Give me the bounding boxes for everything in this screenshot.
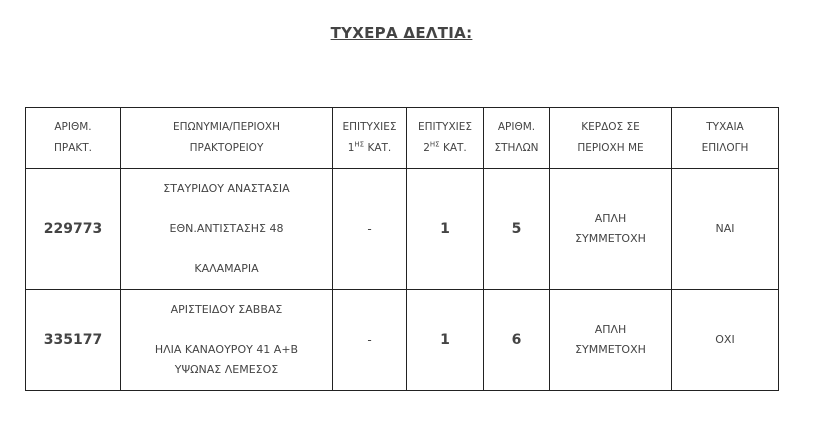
column-count: 5 [484,169,550,290]
page-title: ΤΥΧΕΡΑ ΔΕΛΤΙΑ: [330,24,473,42]
first-category-wins: - [333,169,407,290]
header-random-selection: ΤΥΧΑΙΑ ΕΠΙΛΟΓΗ [672,108,779,169]
header-second-category-wins: ΕΠΙΤΥΧΙΕΣ $2^{H\Sigma}$ ΚΑΤ. [407,108,484,169]
header-first-category-wins: ΕΠΙΤΥΧΙΕΣ $1^{H\Sigma}$ ΚΑΤ. [333,108,407,169]
agency-details [121,169,333,290]
header-agency-code: ΑΡΙΘΜ. ΠΡΑΚΤ. [26,108,121,169]
agency-name: ΣΤΑΥΡΙΔΟΥ ΑΝΑΣΤΑΣΙΑ [163,182,290,195]
table-row [26,290,779,391]
header-column-count: ΑΡΙΘΜ. ΣΤΗΛΩΝ [484,108,550,169]
win-area-type: ΑΠΛΗ ΣΥΜΜΕΤΟΧΗ [550,290,672,391]
agency-name: ΑΡΙΣΤΕΙΔΟΥ ΣΑΒΒΑΣ [170,303,283,316]
first-category-wins: - [333,290,407,391]
table-header-row [26,108,779,169]
table-row [26,169,779,290]
agency-details [121,290,333,391]
random-selection: ΝΑΙ [672,169,779,290]
agency-code: 335177 [26,290,121,391]
agency-address: ΕΘΝ.ΑΝΤΙΣΤΑΣΗΣ 48 [169,222,284,235]
agency-area: ΚΑΛΑΜΑΡΙΑ [194,262,259,275]
random-selection: ΟΧΙ [672,290,779,391]
agency-address: ΗΛΙΑ ΚΑΝΑΟΥΡΟΥ 41 Α+Β [154,343,299,356]
header-agency-name-area: ΕΠΩΝΥΜΙΑ/ΠΕΡΙΟΧΗ ΠΡΑΚΤΟΡΕΙΟΥ [121,108,333,169]
second-category-wins: 1 [407,169,484,290]
winning-tickets-table [25,107,779,391]
header-win-area-type: ΚΕΡΔΟΣ ΣΕ ΠΕΡΙΟΧΗ ΜΕ [550,108,672,169]
agency-code: 229773 [26,169,121,290]
agency-area: ΥΨΩΝΑΣ ΛΕΜΕΣΟΣ [174,363,279,376]
win-area-type: ΑΠΛΗ ΣΥΜΜΕΤΟΧΗ [550,169,672,290]
second-category-wins: 1 [407,290,484,391]
column-count: 6 [484,290,550,391]
